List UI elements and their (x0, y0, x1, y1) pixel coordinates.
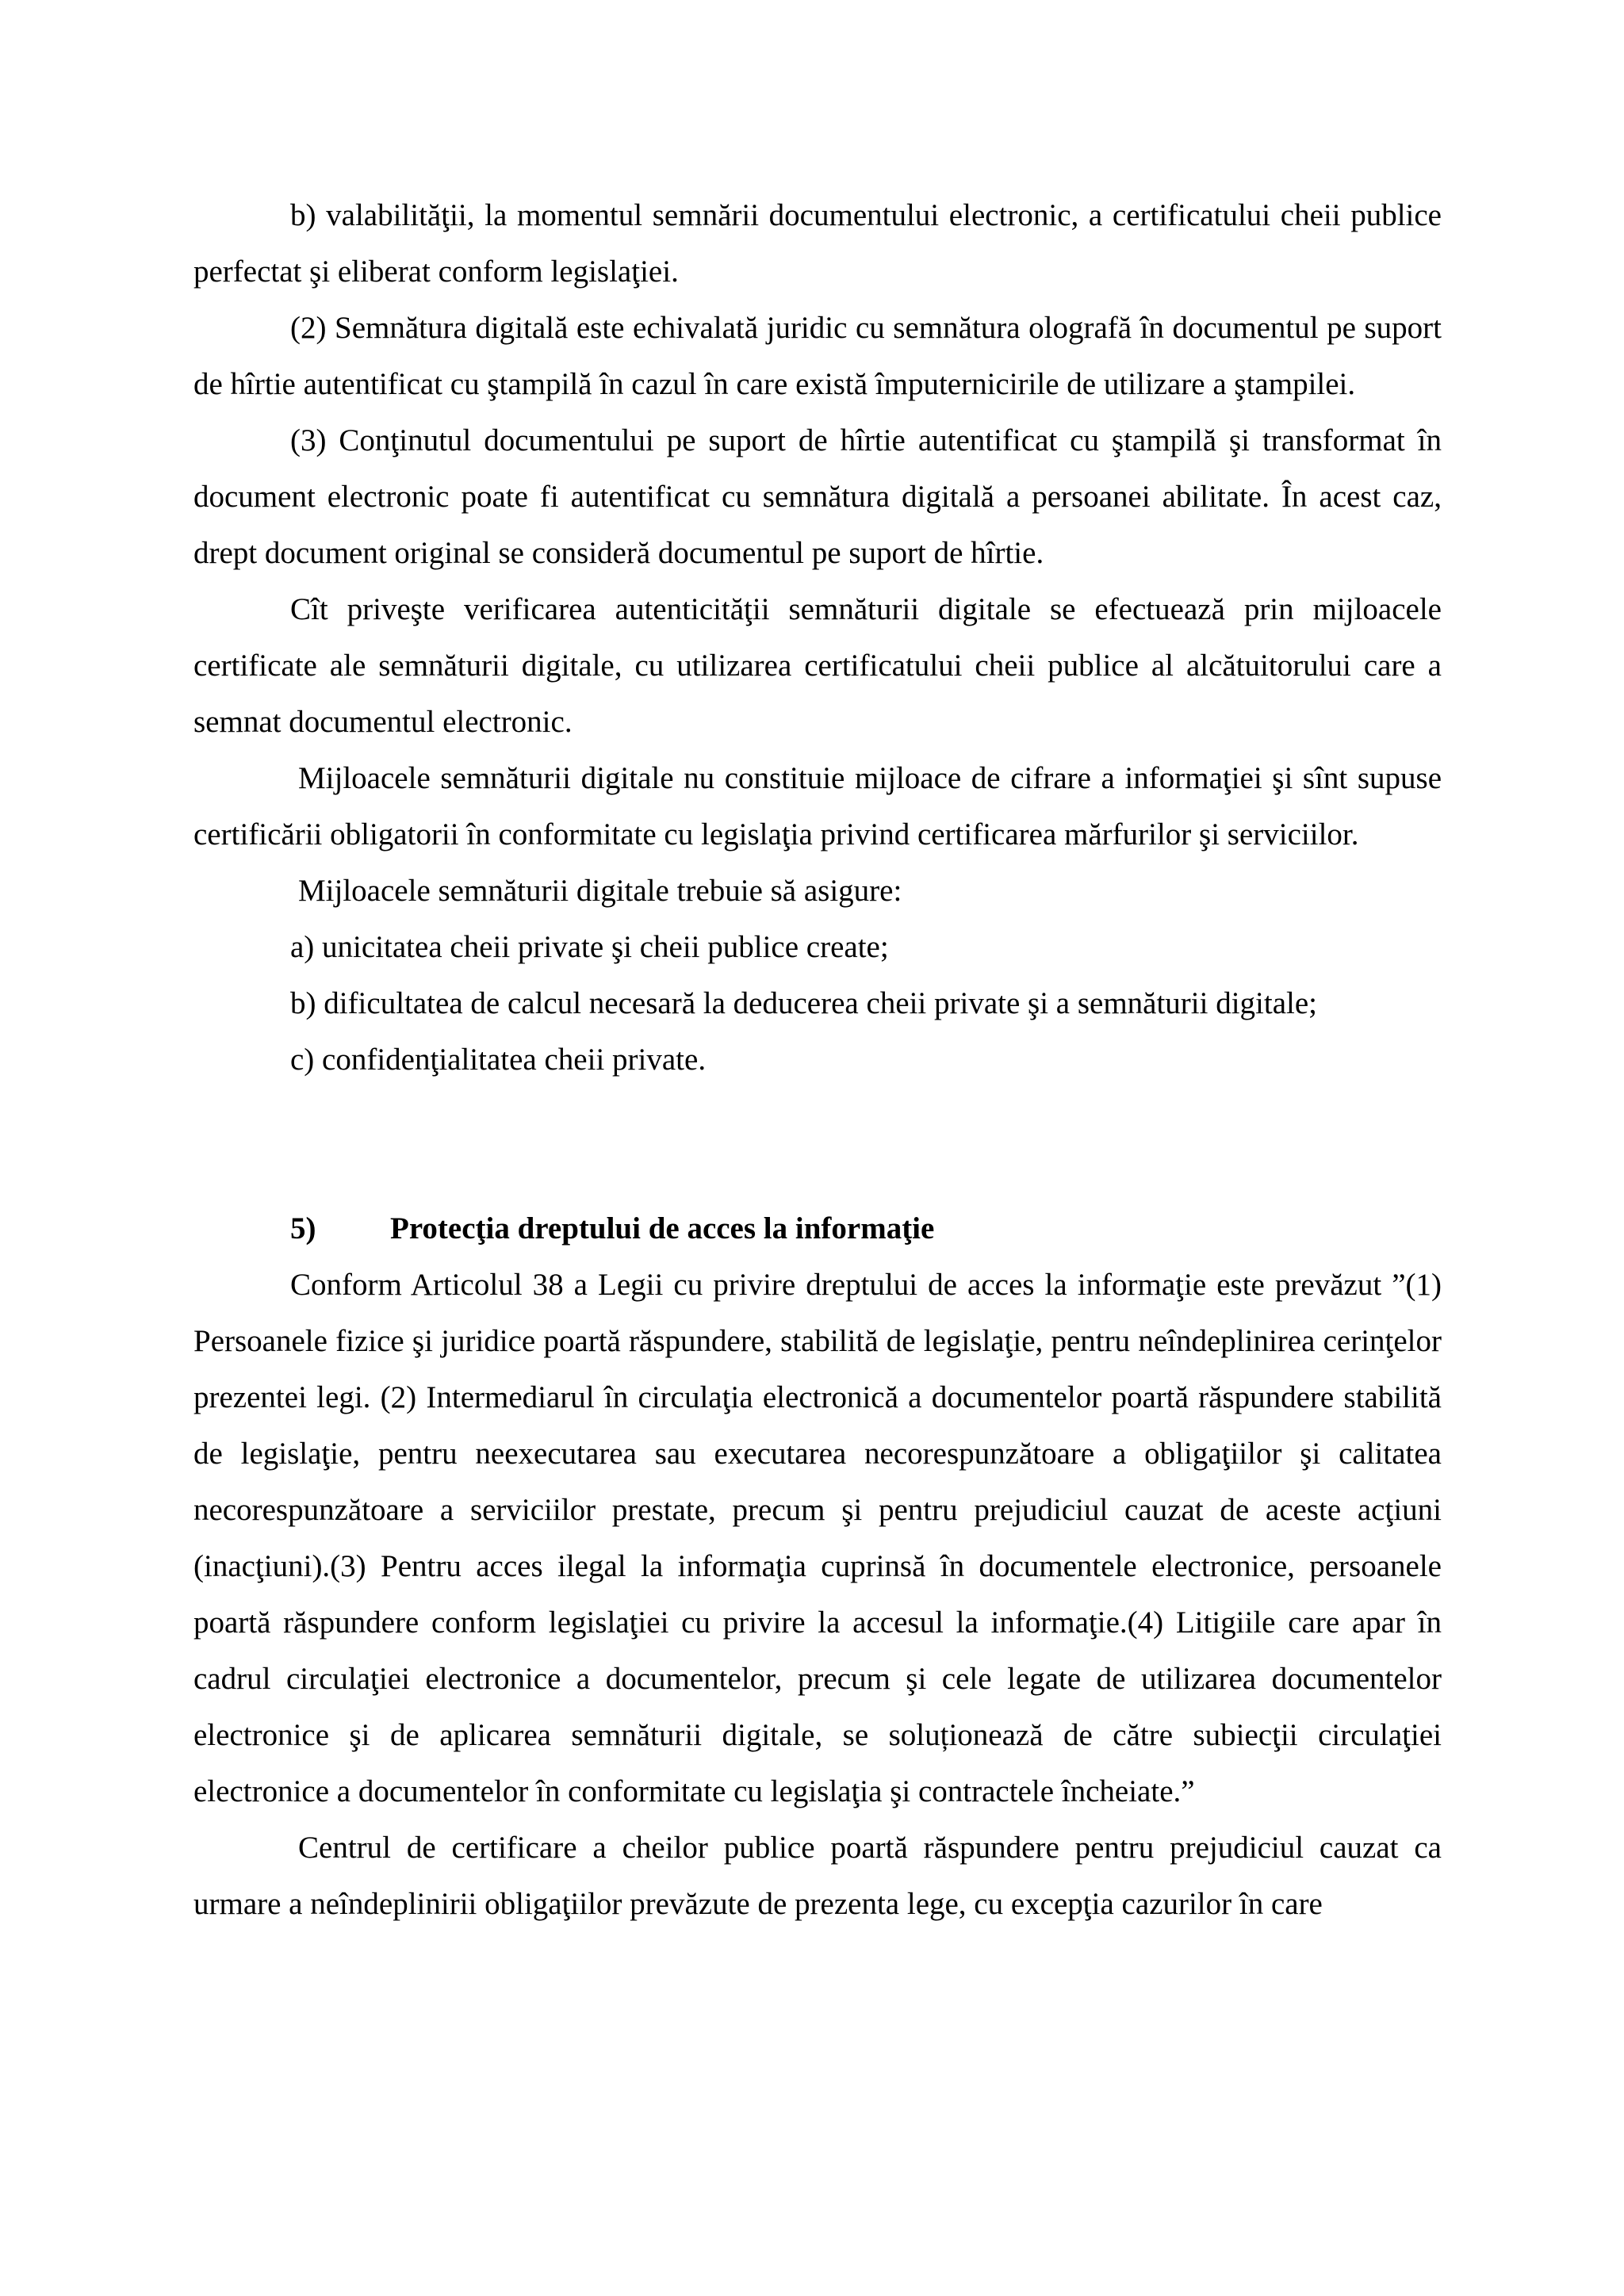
paragraph-must-ensure: Mijloacele semnăturii digitale trebuie să asigure: (298, 874, 902, 908)
paragraph-certification-center: Centrul de certificare a cheilor publice poartă răspundere pentru prejudiciul cauzat ca urmare a neîndeplinirii obligaţiilor prevăzute de prezenta lege, cu excepţia cazurilor în care (193, 1831, 1442, 1921)
list-item: a) unicitatea cheii private şi cheii publice create; (290, 930, 889, 964)
section-spacer (193, 1088, 1442, 1200)
section-title: Protecţia dreptului de acces la informaţie (390, 1211, 935, 1246)
list-item: c) confidenţialitatea cheii private. (290, 1043, 707, 1077)
paragraph-verification: Cît priveşte verificarea autenticităţii semnăturii digitale se efectuează prin mijloacele certificate ale semnăturii digitale, cu utilizarea certificatului cheii publice al alcătuitorului care a semnat documentul electronic. (193, 592, 1442, 739)
paragraph-3: (3) Conţinutul documentului pe suport de hîrtie autentificat cu ştampilă şi transformat în document electronic poate fi autentificat cu semnătura digitală a persoanei abilitate. În acest caz, drept document original se consideră documentul pe suport de hîrtie. (193, 423, 1442, 570)
document-body (193, 187, 1442, 1932)
paragraph-validity: b) valabilităţii, la momentul semnării documentului electronic, a certificatului cheii publice perfectat şi eliberat conform legislaţiei. (193, 198, 1442, 289)
list-item: b) dificultatea de calcul necesară la deducerea cheii private şi a semnăturii digitale; (290, 986, 1318, 1020)
section-number: 5) (290, 1211, 316, 1246)
paragraph-2: (2) Semnătura digitală este echivalată juridic cu semnătura olografă în documentul pe suport de hîrtie autentificat cu ştampilă în cazul în care există împuternicirile de utilizare a ştampilei. (193, 311, 1442, 401)
paragraph-means: Mijloacele semnăturii digitale nu constituie mijloace de cifrare a informaţiei şi sînt supuse certificării obligatorii în conformitate cu legislaţia privind certificarea mărfurilor şi serviciilor. (193, 761, 1442, 851)
paragraph-article-38: Conform Articolul 38 a Legii cu privire dreptului de acces la informaţie este prevăzut ”(1) Persoanele fizice şi juridice poartă răspundere, stabilită de legislaţie, pentru neîndeplinirea cerinţelor prezentei legi. (2) Intermediarul în circulaţia electronică a documentelor poartă răspundere stabilită de legislaţie, pentru neexecutarea sau executarea necorespunzătoare a obligaţiilor şi calitatea necorespunzătoare a serviciilor prestate, precum şi pentru prejudiciul cauzat de aceste acţiuni (inacţiuni).(3) Pentru acces ilegal la informaţia cuprinsă în documentele electronice, persoanele poartă răspundere conform legislaţiei cu privire la accesul la informaţie.(4) Litigiile care apar în cadrul circulaţiei electronice a documentelor, precum şi cele legate de utilizarea documentelor electronice şi de aplicarea semnăturii digitale, se soluționează de către subiecţii circulaţiei electronice a documentelor în conformitate cu legislaţia şi contractele încheiate.” (193, 1268, 1442, 1808)
section-heading (193, 1200, 1442, 1257)
